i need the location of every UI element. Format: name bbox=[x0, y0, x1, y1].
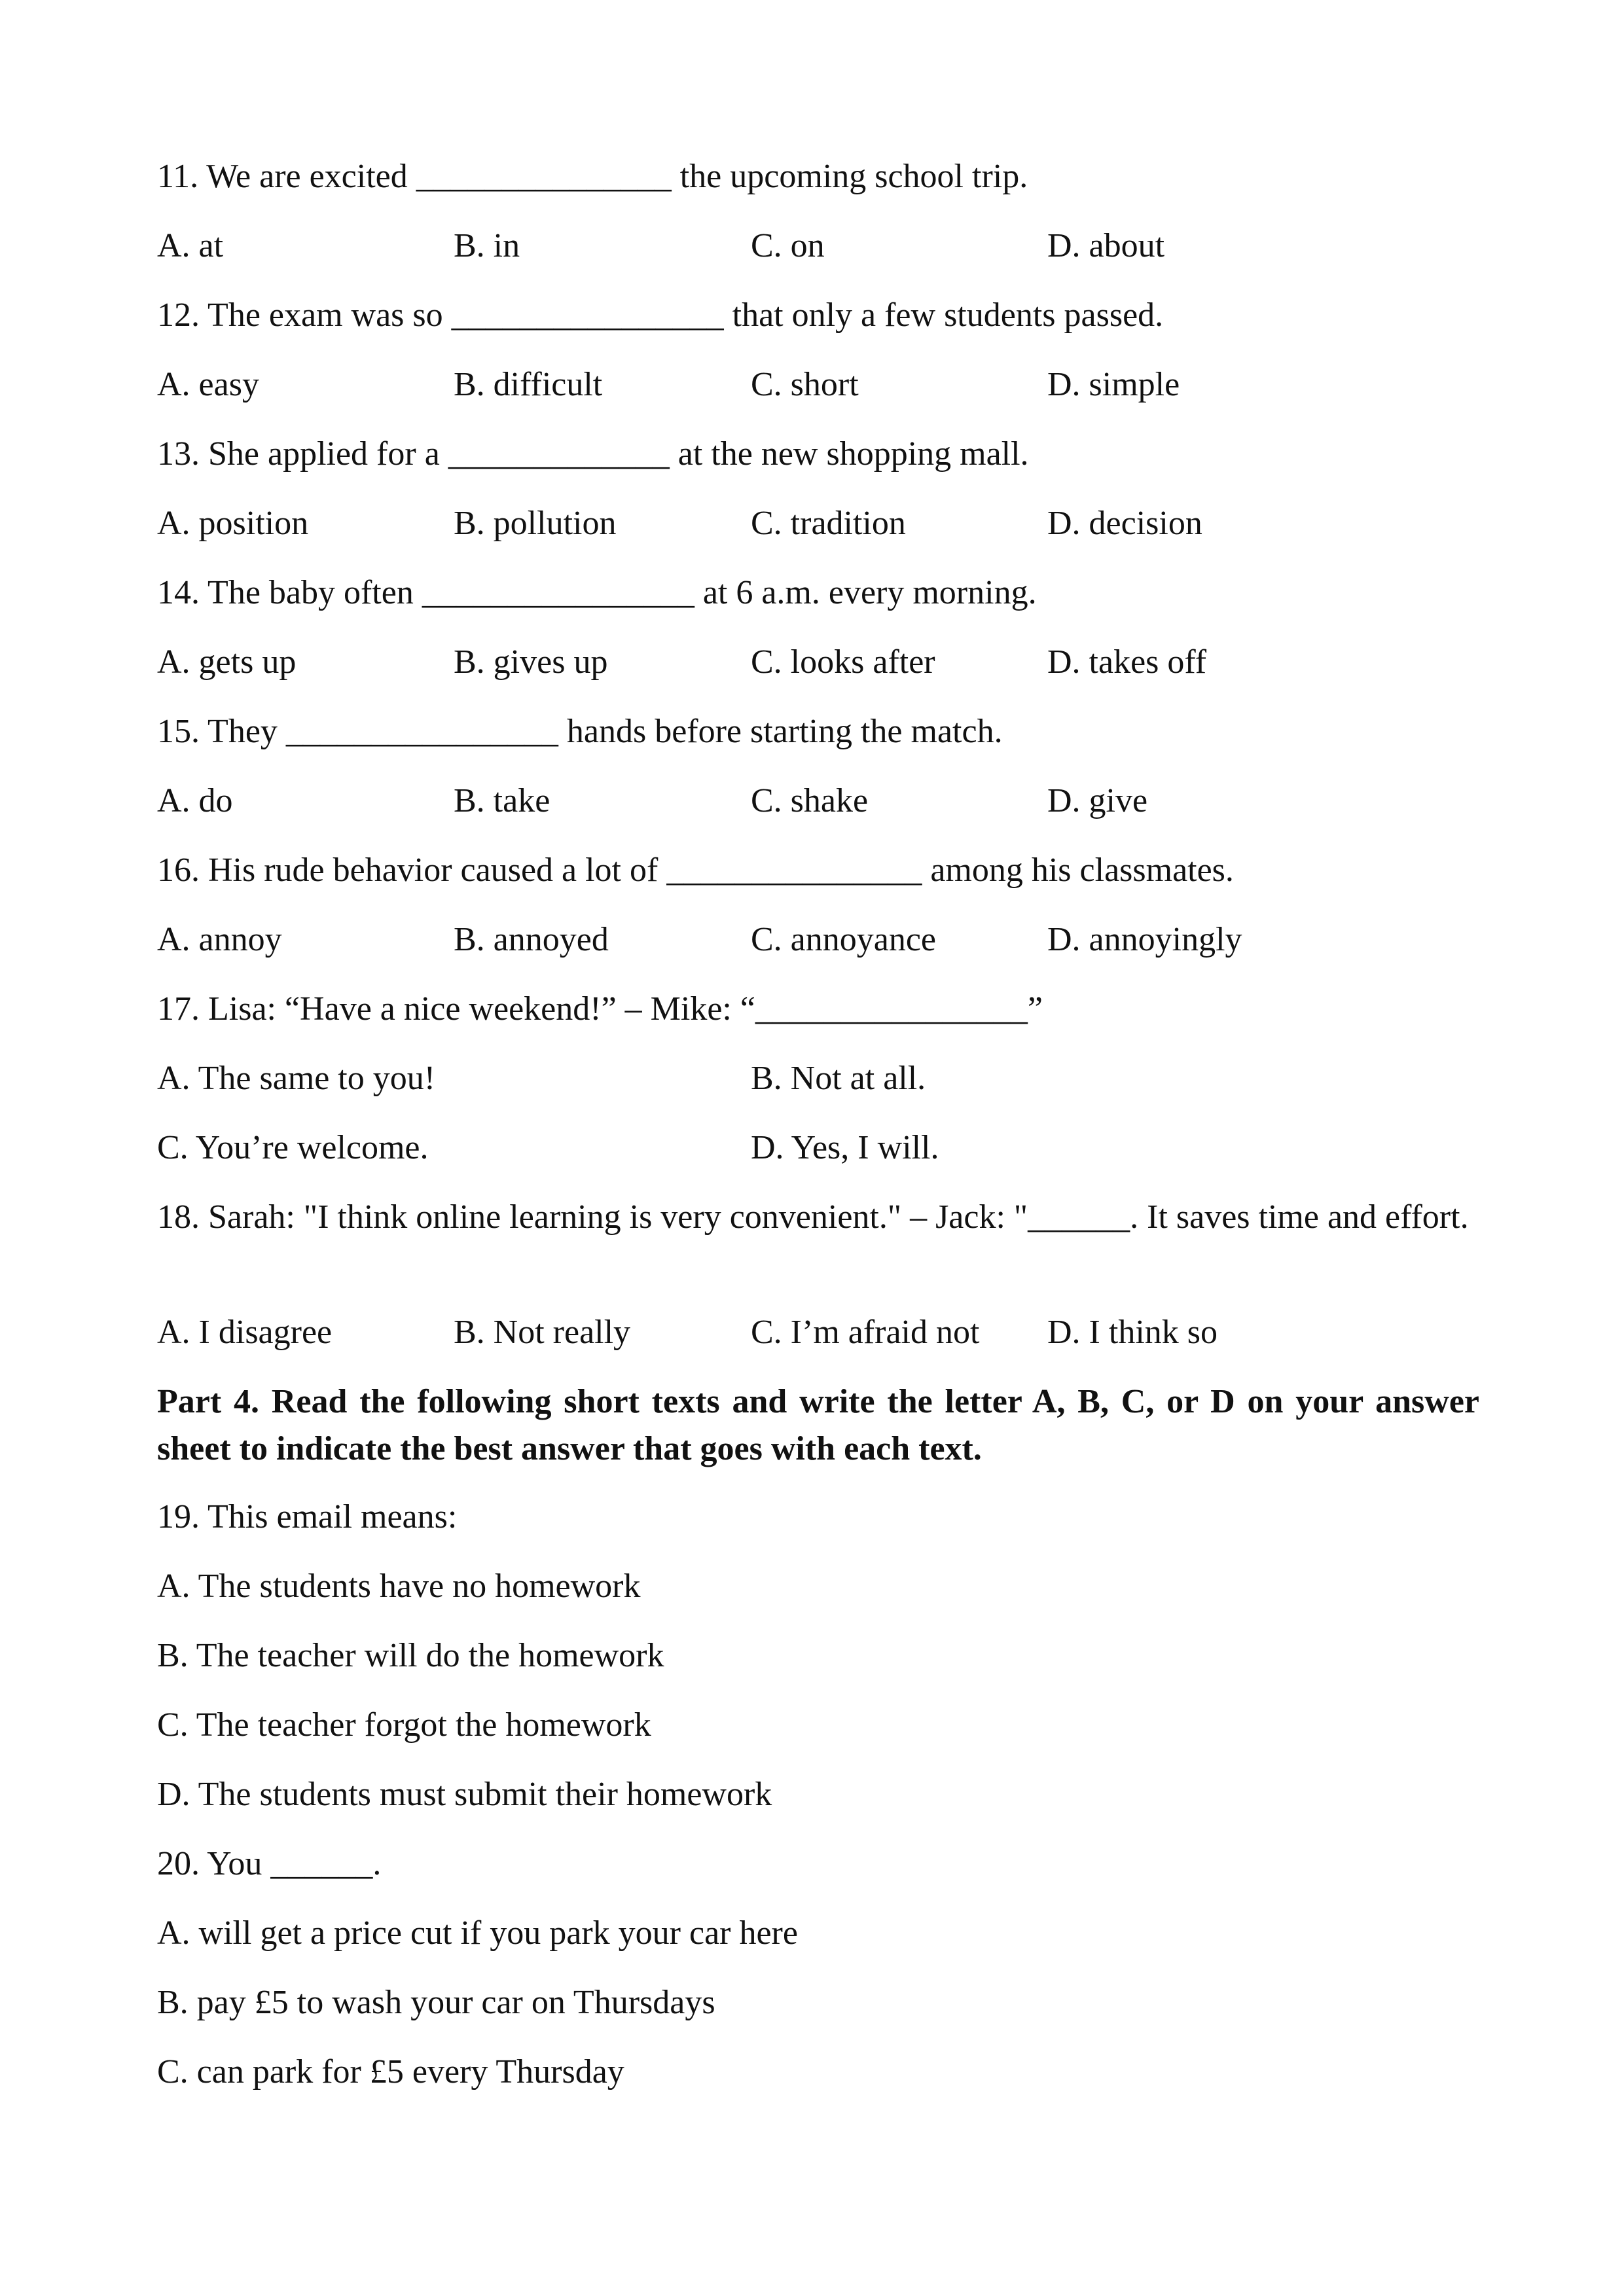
option-c: C. tradition bbox=[751, 505, 906, 542]
question-19-option-a: A. The students have no homework bbox=[157, 1568, 641, 1605]
option-a: A. gets up bbox=[157, 643, 297, 681]
option-a: A. annoy bbox=[157, 921, 282, 958]
option-b: B. Not really bbox=[454, 1314, 631, 1351]
option-d: D. about bbox=[1047, 227, 1165, 264]
option-c: C. on bbox=[751, 227, 825, 264]
question-19-stem: 19. This email means: bbox=[157, 1498, 458, 1535]
question-20-stem: 20. You ______. bbox=[157, 1845, 382, 1882]
option-c: C. annoyance bbox=[751, 921, 937, 958]
option-a: A. easy bbox=[157, 366, 259, 403]
option-d: D. takes off bbox=[1047, 643, 1207, 681]
question-14-stem: 14. The baby often ________________ at 6 a.m. every morning. bbox=[157, 574, 1037, 611]
question-19-option-c: C. The teacher forgot the homework bbox=[157, 1706, 651, 1744]
option-d: D. annoyingly bbox=[1047, 921, 1242, 958]
option-b: B. annoyed bbox=[454, 921, 609, 958]
option-b: B. pollution bbox=[454, 505, 617, 542]
option-a: A. I disagree bbox=[157, 1314, 333, 1351]
option-c: C. short bbox=[751, 366, 859, 403]
option-c: C. shake bbox=[751, 782, 869, 819]
option-a: A. The same to you! bbox=[157, 1060, 436, 1097]
option-c: C. looks after bbox=[751, 643, 935, 681]
option-b: B. Not at all. bbox=[751, 1060, 926, 1097]
option-b: B. gives up bbox=[454, 643, 608, 681]
option-a: A. at bbox=[157, 227, 224, 264]
option-d: D. simple bbox=[1047, 366, 1180, 403]
question-19-option-d: D. The students must submit their homework bbox=[157, 1776, 772, 1813]
option-d: D. I think so bbox=[1047, 1314, 1218, 1351]
question-16-stem: 16. His rude behavior caused a lot of _______________ among his classmates. bbox=[157, 852, 1234, 889]
option-a: A. do bbox=[157, 782, 233, 819]
option-a: A. position bbox=[157, 505, 309, 542]
question-12-stem: 12. The exam was so ________________ that only a few students passed. bbox=[157, 296, 1164, 334]
option-c: C. I’m afraid not bbox=[751, 1314, 980, 1351]
question-18-stem: 18. Sarah: "I think online learning is very convenient." – Jack: "______. It saves time and effort. bbox=[157, 1198, 1469, 1236]
option-b: B. take bbox=[454, 782, 550, 819]
question-13-stem: 13. She applied for a _____________ at the new shopping mall. bbox=[157, 435, 1029, 473]
option-d: D. decision bbox=[1047, 505, 1202, 542]
option-d: D. give bbox=[1047, 782, 1148, 819]
question-11-stem: 11. We are excited _______________ the upcoming school trip. bbox=[157, 158, 1028, 195]
option-c: C. You’re welcome. bbox=[157, 1129, 429, 1166]
question-17-stem: 17. Lisa: “Have a nice weekend!” – Mike: “________________” bbox=[157, 990, 1043, 1028]
question-19-option-b: B. The teacher will do the homework bbox=[157, 1637, 664, 1674]
question-15-stem: 15. They ________________ hands before starting the match. bbox=[157, 713, 1003, 750]
question-20-option-b: B. pay £5 to wash your car on Thursdays bbox=[157, 1984, 715, 2021]
option-b: B. difficult bbox=[454, 366, 603, 403]
question-20-option-a: A. will get a price cut if you park your car here bbox=[157, 1914, 798, 1952]
part-4-heading: Part 4. Read the following short texts and write the letter A, B, C, or D on your answer sheet to indicate the best answer that goes with each text. bbox=[157, 1383, 1479, 1467]
option-d: D. Yes, I will. bbox=[751, 1129, 939, 1166]
question-20-option-c: C. can park for £5 every Thursday bbox=[157, 2053, 624, 2090]
option-b: B. in bbox=[454, 227, 520, 264]
